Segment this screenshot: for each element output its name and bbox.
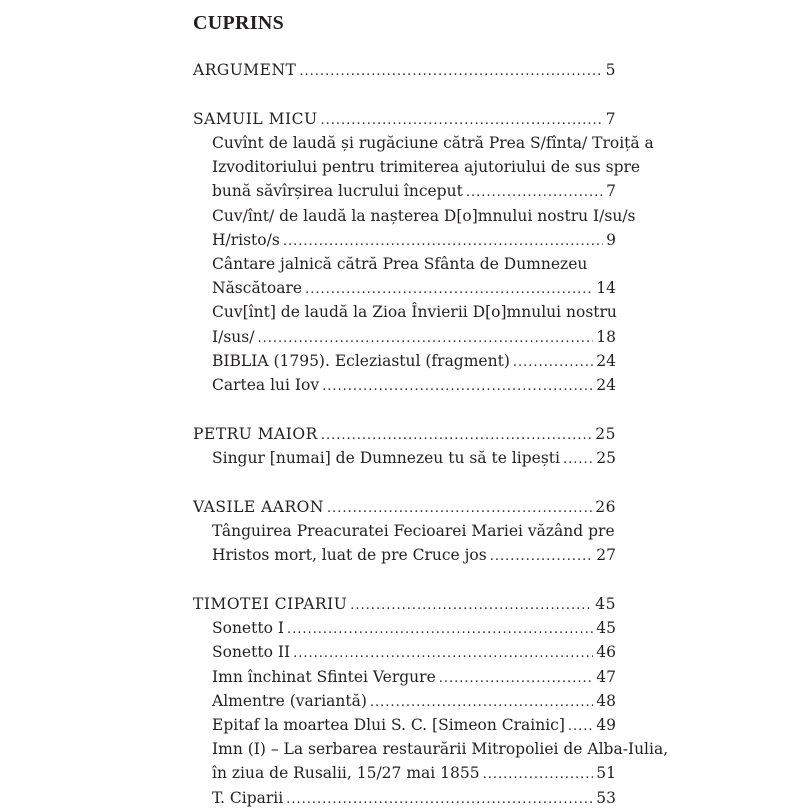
entry-title: BIBLIA (1795). Ecleziastul (fragment): [212, 351, 510, 370]
entry-title: Imn închinat Sfintei Vergure: [212, 667, 436, 686]
toc-section-heading: [193, 422, 616, 446]
page-number: 47: [596, 667, 616, 686]
page-number: 7: [605, 109, 616, 128]
entry-title: T. Ciparii: [212, 788, 284, 807]
toc-entry-line: [212, 689, 616, 713]
dot-leader: [327, 497, 592, 521]
dot-leader: [483, 763, 594, 787]
toc-section-heading: [193, 592, 616, 616]
page-number: 26: [595, 497, 616, 516]
page-number: 45: [596, 619, 616, 638]
dot-leader: [283, 230, 603, 254]
dot-leader: [257, 327, 593, 351]
toc-entry-line: [212, 300, 617, 324]
toc-entry-line: [212, 616, 616, 640]
page-number: 24: [596, 376, 616, 394]
toc-entry-line: [212, 349, 616, 373]
toc-entry-line: [212, 276, 616, 300]
section-title: ARGUMENT: [193, 61, 297, 79]
entry-title: Cuvînt de laudă și rugăciune cătră Prea S/fînta/ Troiță a: [212, 134, 654, 152]
entry-title: Sonetto II: [212, 643, 291, 662]
toc-entry-line: [212, 155, 640, 179]
page-number: 45: [595, 595, 616, 613]
page-number: 25: [596, 449, 616, 467]
toc-entry-line: [212, 179, 616, 203]
dot-leader: [299, 60, 602, 84]
section-title: TIMOTEI CIPARIU: [193, 595, 348, 613]
toc-entry-line: [212, 640, 616, 664]
dot-leader: [568, 715, 593, 739]
toc-entry-line: [212, 786, 616, 810]
entry-title: Cântare jalnică cătră Prea Sfânta de Dumnezeu: [212, 255, 588, 273]
page-number: 46: [596, 643, 616, 662]
toc-entry-line: [212, 228, 616, 252]
entry-title: Cartea lui Iov: [212, 376, 320, 394]
dot-leader: [490, 545, 594, 569]
page-number: 49: [596, 716, 616, 734]
toc-entry-line: [212, 761, 616, 785]
entry-title: Tânguirea Preacuratei Fecioarei Mariei văzând pre: [212, 522, 615, 540]
page-number: 24: [596, 351, 616, 370]
dot-leader: [513, 351, 593, 375]
page-number: 9: [606, 230, 616, 249]
toc-entry-line: [212, 737, 668, 761]
page-number: 5: [605, 61, 616, 79]
entry-title: Născătoare: [212, 279, 303, 298]
toc-section-heading: [193, 58, 616, 82]
toc-entry-line: [212, 252, 587, 276]
toc-entry-line: [212, 446, 616, 470]
section-title: PETRU MAIOR: [193, 424, 318, 443]
dot-leader: [563, 448, 593, 472]
toc-entry-line: [212, 665, 616, 689]
page-number: 53: [596, 788, 616, 807]
dot-leader: [466, 181, 603, 205]
entry-title: Cuv/înt/ de laudă la nașterea D[o]mnului nostru I/su/s: [212, 206, 636, 225]
entry-title: în ziua de Rusalii, 15/27 mai 1855: [212, 764, 480, 783]
page-number: 7: [606, 182, 616, 201]
entry-title: Cuv[înt] de laudă la Zioa Învierii D[o]mnului nostru: [212, 303, 617, 322]
page-title: CUPRINS: [193, 12, 284, 34]
dot-leader: [287, 618, 593, 642]
toc-section-heading: [193, 495, 616, 519]
dot-leader: [439, 667, 594, 691]
toc-entry-line: [212, 204, 636, 228]
toc-section-heading: [193, 107, 616, 131]
dot-leader: [293, 642, 593, 666]
dot-leader: [350, 594, 592, 618]
dot-leader: [321, 109, 603, 133]
page-number: 51: [596, 764, 616, 783]
page-number: 27: [596, 546, 616, 565]
section-title: VASILE AARON: [193, 497, 324, 516]
section-title: SAMUIL MICU: [193, 109, 318, 128]
page-number: 25: [595, 424, 616, 443]
toc-entry-line: [212, 543, 616, 567]
toc-entry-line: [212, 325, 616, 349]
toc-entry-line: [212, 713, 616, 737]
entry-title: I/sus/: [212, 327, 255, 346]
entry-title: bună săvîrșirea lucrului început: [212, 182, 463, 201]
dot-leader: [322, 375, 593, 399]
entry-title: H/risto/s: [212, 230, 280, 249]
entry-title: Epitaf la moartea Dlui S. C. [Simeon Crainic]: [212, 716, 565, 734]
dot-leader: [305, 278, 593, 302]
page-number: 14: [596, 279, 616, 298]
toc-entry-line: [212, 131, 654, 155]
entry-title: Singur [numai] de Dumnezeu tu să te lipești: [212, 449, 560, 467]
entry-title: Izvoditoriului pentru trimiterea ajutoriului de sus spre: [212, 158, 641, 177]
entry-title: Almentre (variantă): [212, 691, 367, 710]
entry-title: Imn (I) – La serbarea restaurării Mitropoliei de Alba-Iulia,: [212, 740, 669, 759]
entry-title: Sonetto I: [212, 619, 284, 638]
dot-leader: [370, 691, 593, 715]
page-number: 18: [596, 327, 616, 346]
page-number: 48: [596, 691, 616, 710]
dot-leader: [321, 424, 592, 448]
toc-entry-line: [212, 519, 615, 543]
entry-title: Hristos mort, luat de pre Cruce jos: [212, 546, 487, 565]
toc-entry-line: [212, 373, 616, 397]
